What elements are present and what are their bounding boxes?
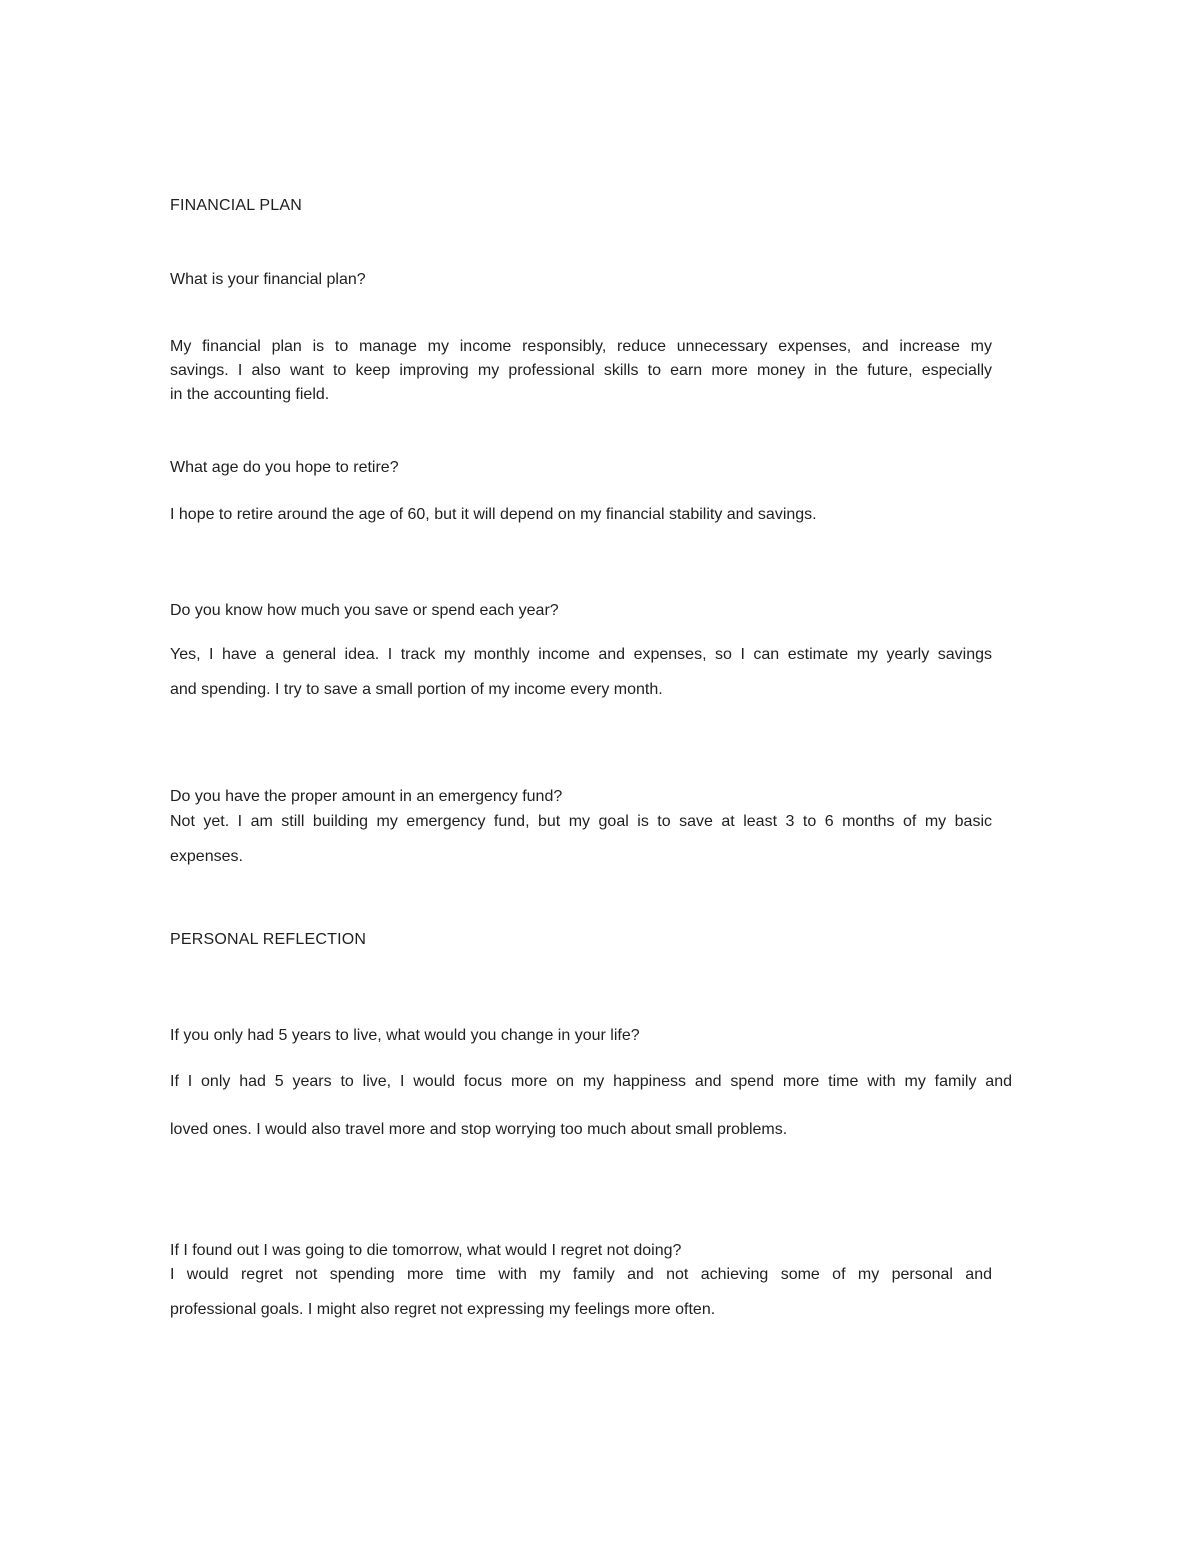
question-save-spend: Do you know how much you save or spend each year? bbox=[170, 602, 559, 619]
answer-die-tomorrow-line-2: professional goals. I might also regret not expressing my feelings more often. bbox=[170, 1301, 716, 1318]
question-retire-age: What age do you hope to retire? bbox=[170, 459, 399, 476]
answer-save-spend-line-2: and spending. I try to save a small portion of my income every month. bbox=[170, 681, 663, 698]
answer-financial-plan-line-2: savings. I also want to keep improving my professional skills to earn more money in the future, especially bbox=[170, 362, 992, 379]
answer-retire-age: I hope to retire around the age of 60, but it will depend on my financial stability and savings. bbox=[170, 506, 817, 523]
answer-save-spend-line-1: Yes, I have a general idea. I track my monthly income and expenses, so I can estimate my yearly savings bbox=[170, 646, 992, 663]
question-die-tomorrow: If I found out I was going to die tomorrow, what would I regret not doing? bbox=[170, 1242, 682, 1259]
answer-financial-plan-line-1: My financial plan is to manage my income responsibly, reduce unnecessary expenses, and increase my bbox=[170, 338, 992, 355]
answer-financial-plan-line-3: in the accounting field. bbox=[170, 386, 330, 403]
section-title-personal-reflection: PERSONAL REFLECTION bbox=[170, 931, 367, 948]
answer-emergency-fund-line-2: expenses. bbox=[170, 848, 243, 865]
answer-emergency-fund-line-1: Not yet. I am still building my emergency fund, but my goal is to save at least 3 to 6 months of my basic bbox=[170, 813, 992, 830]
question-emergency-fund: Do you have the proper amount in an emergency fund? bbox=[170, 788, 563, 805]
question-financial-plan: What is your financial plan? bbox=[170, 271, 366, 288]
answer-five-years-line-1: If I only had 5 years to live, I would focus more on my happiness and spend more time with my family and bbox=[170, 1073, 1012, 1090]
section-title-financial-plan: FINANCIAL PLAN bbox=[170, 197, 303, 214]
question-five-years: If you only had 5 years to live, what would you change in your life? bbox=[170, 1027, 640, 1044]
answer-die-tomorrow-line-1: I would regret not spending more time with my family and not achieving some of my personal and bbox=[170, 1266, 992, 1283]
answer-five-years-line-2: loved ones. I would also travel more and stop worrying too much about small problems. bbox=[170, 1121, 788, 1138]
